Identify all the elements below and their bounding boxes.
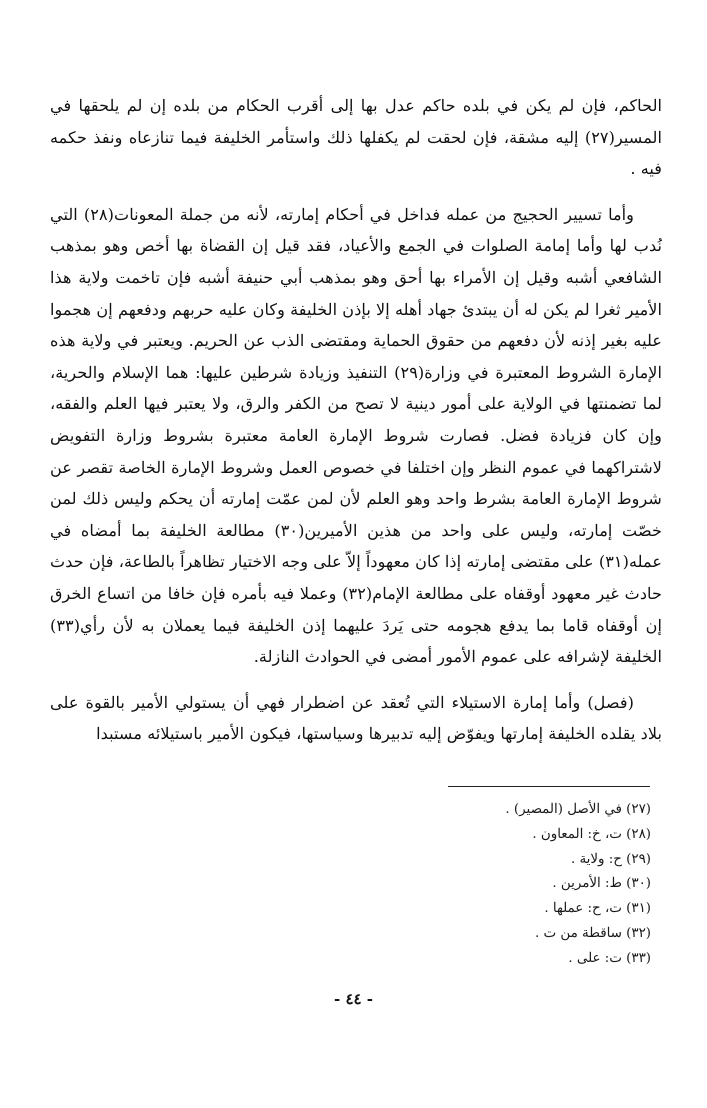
paragraph: الحاكم، فإن لم يكن في بلده حاكم عدل بها إلى أقرب الحكام من بلده إن لم يلحقها في المسير(٢٧) إليه مشقة، فإن لحقت لم يكفلها ذلك واستأمر الخليفة فيما تنازعاه ونفذ حكمه فيه . [50, 96, 662, 179]
footnote: (٣٢) ساقطة من ت . [535, 925, 651, 941]
footnotes [251, 798, 651, 972]
footnote-divider [448, 786, 650, 787]
footnote: (٣١) ت، ح: عملها . [544, 901, 651, 917]
footnote: (٢٨) ت، خ: المعاون . [532, 826, 651, 842]
footnote: (٢٧) في الأصل (المصير) . [505, 802, 651, 817]
page-number: - ٤٤ - [333, 990, 374, 1008]
footnote: (٣٣) ت: على . [568, 950, 651, 966]
footnote: (٣٠) ط: الأمرين . [552, 876, 651, 892]
paragraph: وأما تسيير الحجيج من عمله فداخل في أحكام إمارته، لأنه من جملة المعونات(٢٨) التي نُدب لها وأما إمامة الصلوات في الجمع والأعياد، فقد قيل إن القضاة بها أخص وهو بمذهب الشافعي أشبه وقيل إن الأمراء بها أحق وهو بمذهب أبي حنيفة أشبه فإن تاخمت ولاية هذا الأمير ثغرا لم يكن له أن يبتدئ جهاد أهله إلا بإذن الخليفة وكان عليه حربهم ودفعهم إن هجموا عليه بغير إذنه لأن دفعهم من حقوق الحماية ومقتضى الذب عن الحريم. ويعتبر في ولاية هذه الإمارة الشروط المعتبرة في وزارة(٢٩) التنفيذ وزيادة شرطين عليها: هما الإسلام والحرية، لما تضمنتها في الولاية على أمور دينية لا تصح من الكفر والرق، ولا يعتبر فيها العلم والفقه، وإن كان فزيادة فضل. فصارت شروط الإمارة العامة معتبرة بشروط وزارة التفويض لاشتراكهما في عموم النظر وإن اختلفا في خصوص العمل وشروط الإمارة الخاصة تقصر عن شروط الإمارة العامة بشرط واحد وهو العلم لأن لمن عمّت إمارته أن يحكم وليس ذلك لمن خصّت إمارته، وليس على واحد من هذين الأميرين(٣٠) مطالعة الخليفة بما أمضاه في عمله(٣١) على مقتضى إمارته إذا كان معهوداً إلاّ على وجه الاختيار تظاهراً بالطاعة، فإن حدث حادث غير معهود أوقفاه على مطالعة الإمام(٣٢) وعملا فيه بأمره فإن خافا من اتساع الخرق إن أوقفاه قاما بما يدفع هجومه حتى يَردَ عليهما إذن الخليفة فيما يعملان به لأن رأي(٣٣) الخليفة لإشرافه على عموم الأمور أمضى في الحوادث النازلة. [50, 204, 662, 667]
paragraph: (فصل) وأما إمارة الاستيلاء التي تُعقد عن اضطرار فهي أن يستولي الأمير بالقوة على بلاد يقلده الخليفة إمارتها ويفوّض إليه تدبيرها وسياستها، فيكون الأمير باستيلائه مستبدا [50, 692, 662, 744]
footnote: (٢٩) ح: ولاية . [570, 851, 651, 867]
main-text [50, 90, 662, 750]
